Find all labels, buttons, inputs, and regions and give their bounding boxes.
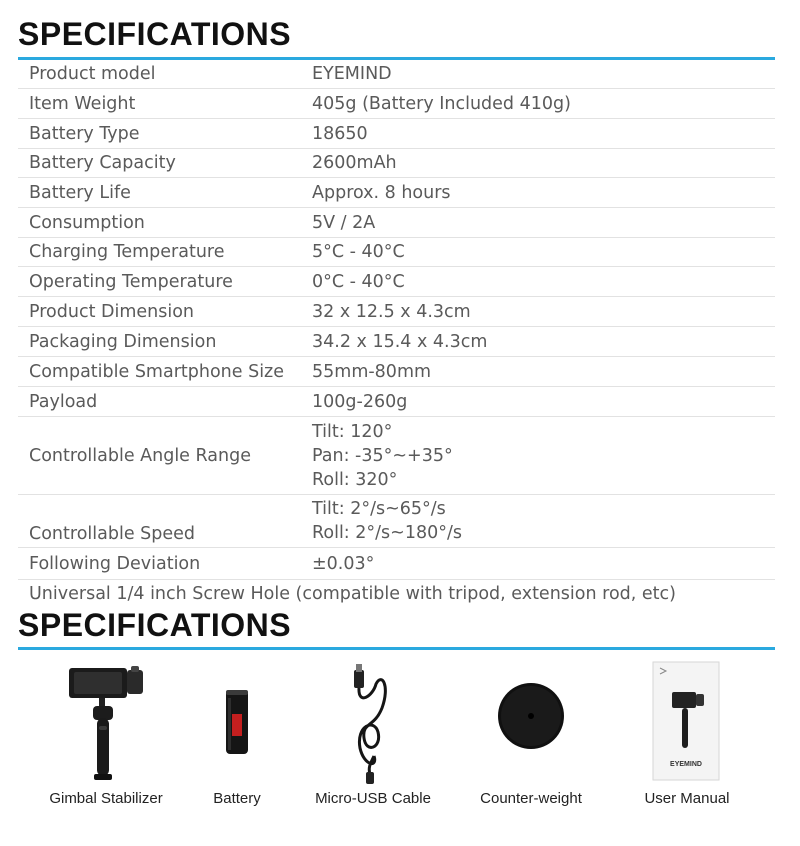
package-contents-heading: SPECIFICATIONS [18, 607, 292, 643]
spec-value: ±0.03° [312, 553, 375, 574]
spec-row [18, 495, 775, 548]
spec-footnote-row [18, 580, 775, 608]
spec-row [18, 357, 775, 387]
spec-value: 55mm-80mm [312, 361, 432, 382]
usb-cable-image [298, 656, 448, 786]
spec-row [18, 89, 775, 119]
gimbal-stabilizer-image [31, 656, 181, 786]
manual-brand: EYEMIND [670, 761, 702, 768]
spec-value: 0°C - 40°C [312, 271, 405, 292]
spec-row [18, 238, 775, 267]
spec-row [18, 387, 775, 417]
spec-label: Controllable Speed [29, 524, 196, 544]
spec-value: Tilt: 120° Pan: -35°~+35° Roll: 320° [312, 421, 453, 490]
specifications-table [18, 60, 775, 608]
spec-label: Following Deviation [29, 553, 201, 574]
spec-label: Operating Temperature [29, 271, 233, 292]
package-contents [0, 652, 800, 846]
spec-value: 405g (Battery Included 410g) [312, 93, 571, 114]
spec-label: Battery Life [29, 182, 131, 203]
spec-value: 18650 [312, 123, 368, 144]
spec-row [18, 119, 775, 149]
spec-label: Battery Type [29, 123, 140, 144]
spec-row [18, 327, 775, 357]
spec-value: Approx. 8 hours [312, 182, 451, 203]
item-caption: Micro-USB Cable [315, 790, 431, 807]
spec-label: Item Weight [29, 93, 136, 114]
spec-value: 100g-260g [312, 391, 408, 412]
spec-label: Controllable Angle Range [29, 445, 251, 466]
spec-row [18, 267, 775, 297]
spec-value: 34.2 x 15.4 x 4.3cm [312, 331, 488, 352]
package-item-user-manual [612, 652, 762, 842]
package-item-usb-cable [298, 652, 448, 842]
heading-underline [18, 647, 775, 650]
spec-row [18, 149, 775, 178]
package-item-battery [162, 652, 312, 842]
spec-label: Consumption [29, 212, 145, 233]
spec-row [18, 178, 775, 208]
counterweight-image [456, 656, 606, 786]
spec-value: 32 x 12.5 x 4.3cm [312, 301, 471, 322]
item-caption: Counter-weight [480, 790, 582, 807]
specifications-heading: SPECIFICATIONS [18, 16, 292, 52]
package-item-gimbal [31, 652, 181, 842]
spec-value: 2600mAh [312, 153, 397, 173]
spec-value: EYEMIND [312, 64, 392, 84]
spec-label: Product Dimension [29, 301, 195, 322]
spec-row [18, 548, 775, 580]
spec-row [18, 297, 775, 327]
spec-label: Packaging Dimension [29, 331, 217, 352]
item-caption: User Manual [644, 790, 730, 807]
package-item-counterweight [456, 652, 606, 842]
user-manual-image [612, 656, 762, 786]
item-caption: Gimbal Stabilizer [49, 790, 163, 807]
battery-image [162, 656, 312, 786]
spec-footnote: Universal 1/4 inch Screw Hole (compatible with tripod, extension rod, etc) [29, 584, 676, 604]
spec-label: Battery Capacity [29, 153, 176, 173]
spec-row [18, 208, 775, 238]
spec-label: Charging Temperature [29, 242, 225, 262]
spec-label: Payload [29, 391, 98, 412]
spec-value: Tilt: 2°/s~65°/s Roll: 2°/s~180°/s [312, 499, 462, 543]
item-caption: Battery [213, 790, 261, 807]
spec-value: 5V / 2A [312, 212, 376, 233]
spec-row [18, 417, 775, 495]
spec-label: Product model [29, 64, 156, 84]
spec-value: 5°C - 40°C [312, 242, 405, 262]
spec-row [18, 60, 775, 89]
spec-label: Compatible Smartphone Size [29, 361, 285, 382]
